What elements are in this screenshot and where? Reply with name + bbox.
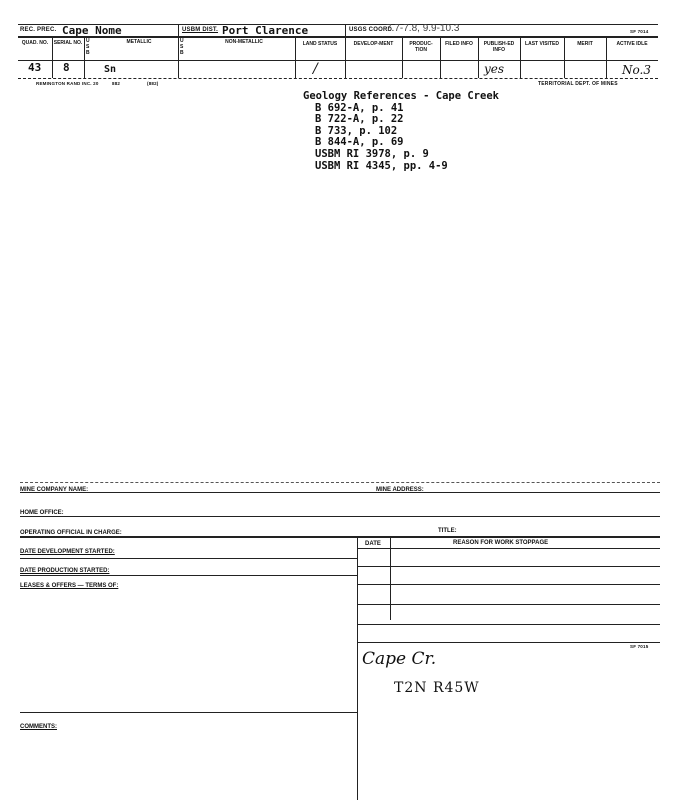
record-quad-no: 43 [28, 61, 42, 74]
handwritten-creek-name: Cape Cr. [362, 649, 437, 669]
col-quad-no: QUAD. NO. [21, 40, 49, 46]
geology-references [303, 91, 499, 172]
col-metallic: METALLIC [126, 39, 152, 45]
date-column-label: DATE [365, 541, 381, 547]
rec-prec-value: Cape Nome [62, 24, 122, 37]
title-label: TITLE: [438, 528, 457, 534]
col-last-visited: LAST VISITED [525, 41, 559, 47]
col-filed-info: FILED INFO [445, 41, 473, 47]
col-land-status: LAND STATUS [302, 41, 338, 47]
printer-code-1: 882 [112, 81, 121, 86]
record-metallic: Sn [104, 64, 117, 75]
record-published-info: yes [484, 62, 505, 76]
col-production: PRODUC-TION [409, 41, 433, 53]
comments-label: COMMENTS: [20, 724, 57, 730]
home-office-label: HOME OFFICE: [20, 510, 64, 516]
usgs-coord-label: USGS COORD. [349, 27, 394, 33]
col-development: DEVELOP-MENT [353, 41, 394, 47]
references-heading: Geology References - Cape Creek [303, 90, 499, 102]
col-merit: MERIT [577, 41, 593, 47]
date-production-label: DATE PRODUCTION STARTED: [20, 568, 110, 574]
department-label: TERRITORIAL DEPT. OF MINES [538, 81, 618, 87]
leases-offers-label: LEASES & OFFERS — TERMS OF: [20, 583, 119, 589]
record-land-status: / [313, 61, 318, 77]
printer-imprint: REMINGTON RAND INC. 20 [36, 81, 99, 86]
col-usb-2: U S B [180, 38, 184, 56]
operating-official-label: OPERATING OFFICIAL IN CHARGE: [20, 530, 122, 536]
reference-item: B 844-A, p. 69 [315, 136, 404, 149]
reference-item: B 733, p. 102 [315, 124, 398, 137]
usgs-coord-value: 7.7-7.8, 9.9-10.3 [386, 23, 460, 34]
col-non-metallic: NON-METALLIC [225, 39, 263, 45]
mine-address-label: MINE ADDRESS: [376, 487, 424, 493]
form-number-bottom: SF 7015 [630, 644, 649, 649]
printer-code-2: (882) [147, 81, 159, 86]
record-active-idle: No.3 [622, 63, 651, 77]
col-active-idle: ACTIVE IDLE [616, 41, 648, 47]
form-number-top: SF 7014 [630, 29, 649, 34]
record-serial-no: 8 [63, 61, 70, 74]
col-published-info: PUBLISH-ED INFO [483, 41, 515, 53]
col-serial-no: SERIAL NO. [53, 40, 83, 46]
col-usb-1: U S B [86, 38, 90, 56]
reference-item: USBM RI 4345, pp. 4-9 [315, 159, 448, 172]
reference-item: B 722-A, p. 22 [315, 113, 404, 126]
mine-company-name-label: MINE COMPANY NAME: [20, 487, 89, 493]
rec-prec-label: REC. PREC. [20, 27, 57, 33]
usbm-dist-value: Port Clarence [222, 24, 309, 37]
date-development-label: DATE DEVELOPMENT STARTED: [20, 549, 115, 555]
reference-item: B 692-A, p. 41 [315, 101, 404, 114]
usbm-dist-label: USBM DIST. [182, 27, 219, 33]
handwritten-township-range: T2N R45W [394, 680, 480, 696]
reason-column-label: REASON FOR WORK STOPPAGE [453, 540, 549, 546]
reference-item: USBM RI 3978, p. 9 [315, 147, 429, 160]
